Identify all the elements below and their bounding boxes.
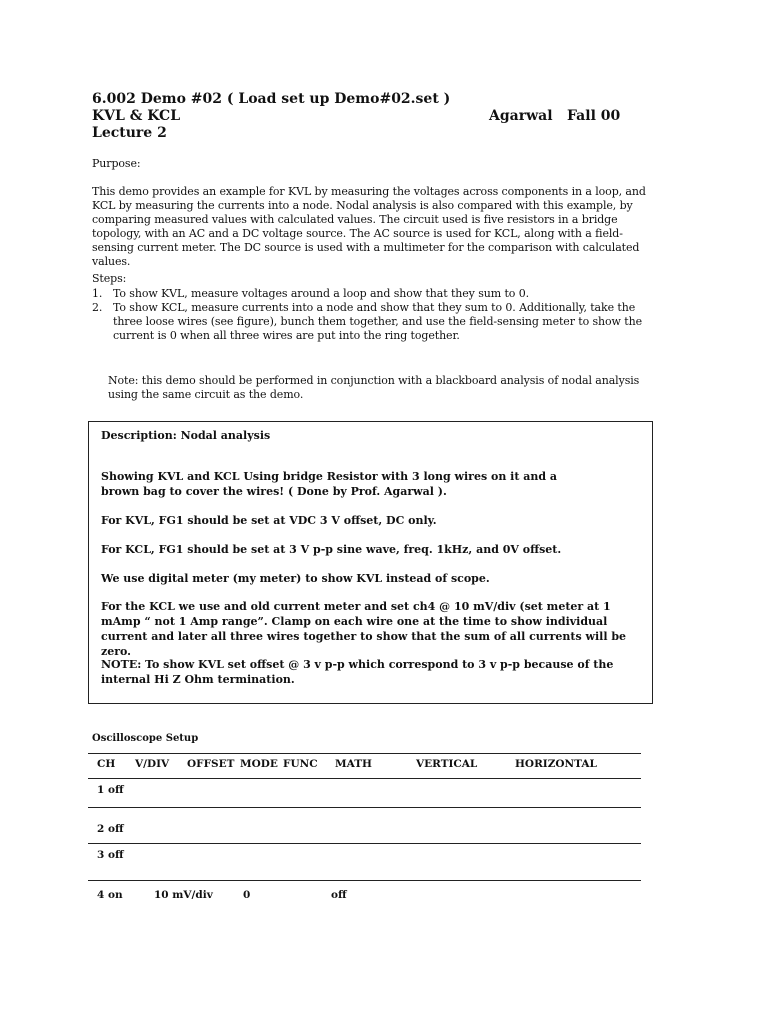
table-cell-offset: 0 [243, 889, 251, 901]
table-cell-math: off [331, 889, 347, 901]
table-header: MODE [240, 758, 278, 770]
description-title: Description: Nodal analysis [101, 429, 271, 442]
table-header: CH [97, 758, 116, 770]
description-paragraph: Showing KVL and KCL Using bridge Resistor with 3 long wires on it and a brown bag to cover the wires! ( Done by Prof. Agarwal ). [101, 470, 558, 498]
oscilloscope-setup-label: Oscilloscope Setup [92, 733, 199, 744]
demo-title: 6.002 Demo #02 ( Load set up Demo#02.set ) [92, 91, 451, 107]
step-text: To show KVL, measure voltages around a loop and show that they sum to 0. [113, 287, 529, 300]
table-rule [88, 880, 641, 881]
table-cell-ch: 4 on [97, 889, 123, 901]
table-cell-ch: 2 off [97, 823, 124, 835]
step-number: 2. [92, 301, 103, 314]
note-paragraph: Note: this demo should be performed in conjunction with a blackboard analysis of nodal analysis using the same circuit as the demo. [108, 374, 640, 401]
description-note: NOTE: To show KVL set offset @ 3 v p-p which correspond to 3 v p-p because of the internal Hi Z Ohm termination. [101, 658, 614, 686]
table-header: VERTICAL [416, 758, 478, 770]
table-header: MATH [335, 758, 372, 770]
table-header: HORIZONTAL [515, 758, 597, 770]
lecture-label: Lecture 2 [92, 125, 167, 141]
table-cell-vdiv: 10 mV/div [154, 889, 213, 901]
description-paragraph: For the KCL we use and old current meter and set ch4 @ 10 mV/div (set meter at 1 mAmp “ not 1 Amp range”. Clamp on each wire one at the time to show individual current and later all three wires together to show that the sum of all currents will be zero. [101, 600, 627, 658]
table-header: FUNC [283, 758, 318, 770]
term-label: Fall 00 [567, 108, 621, 124]
table-cell-ch: 3 off [97, 849, 124, 861]
step-text: To show KCL, measure currents into a node and show that they sum to 0. Additionally, take the three loose wires (see figure), bunch them together, and use the field-sensing meter to show the current is 0 when all three wires are put into the ring together. [113, 301, 642, 342]
author-name: Agarwal [489, 108, 553, 124]
steps-label: Steps: [92, 272, 127, 285]
purpose-paragraph: This demo provides an example for KVL by measuring the voltages across components in a loop, and KCL by measuring the currents into a node. Nodal analysis is also compared with this example, by comparing measured values with calculated values. The circuit used is five resistors in a bridge topology, with an AC and a DC voltage source. The AC source is used for KCL, along with a field-sensing current meter. The DC source is used with a multimeter for the comparison with calculated values. [92, 185, 646, 268]
table-rule [88, 778, 641, 779]
description-paragraph: For KCL, FG1 should be set at 3 V p-p sine wave, freq. 1kHz, and 0V offset. [101, 543, 562, 556]
purpose-label: Purpose: [92, 157, 141, 170]
description-paragraph: For KVL, FG1 should be set at VDC 3 V offset, DC only. [101, 514, 437, 527]
table-rule [88, 807, 641, 808]
table-rule [88, 843, 641, 844]
demo-subtitle: KVL & KCL [92, 108, 181, 124]
table-cell-ch: 1 off [97, 784, 124, 796]
description-box [88, 421, 653, 704]
table-header: OFFSET [187, 758, 235, 770]
description-paragraph: We use digital meter (my meter) to show KVL instead of scope. [101, 572, 490, 585]
table-header: V/DIV [135, 758, 170, 770]
step-number: 1. [92, 287, 103, 300]
table-rule [88, 753, 641, 754]
